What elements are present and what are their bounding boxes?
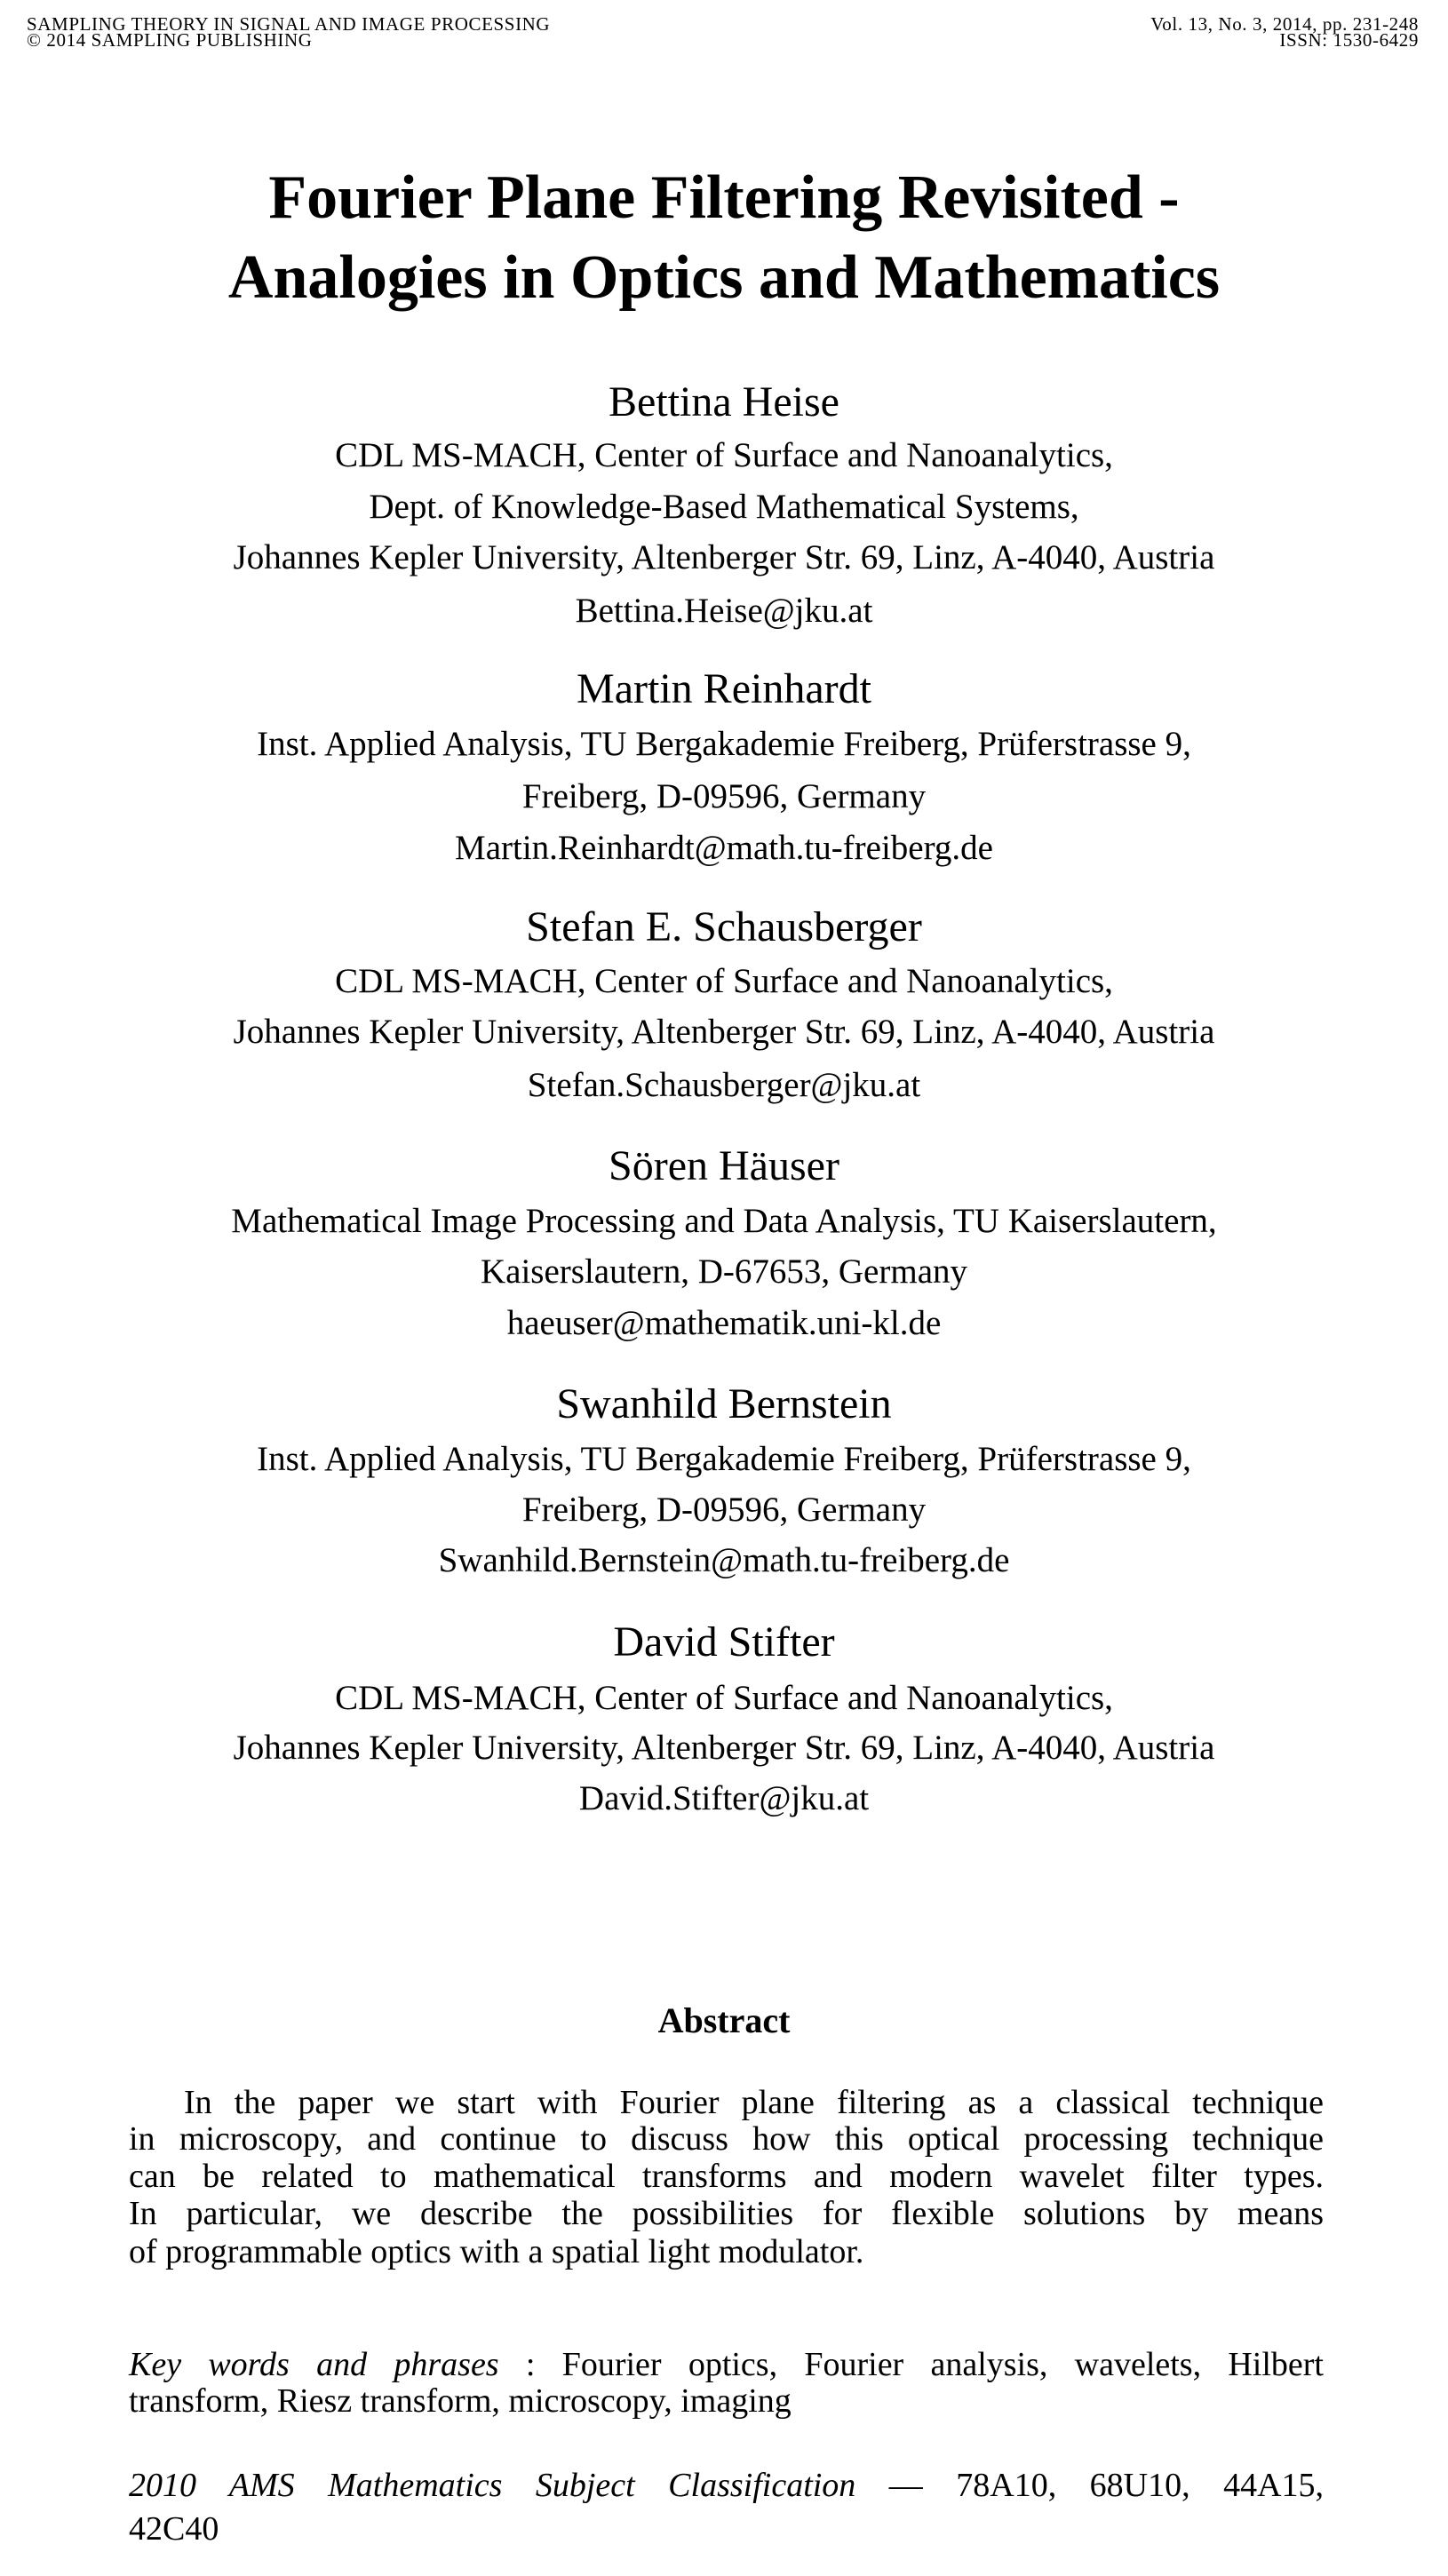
journal-name: SAMPLING THEORY IN SIGNAL AND IMAGE PROCESSING — [27, 13, 551, 35]
copyright-notice: © 2014 SAMPLING PUBLISHING — [27, 29, 313, 51]
keywords-line-1 — [129, 2348, 1324, 2381]
author-affiliation: CDL MS-MACH, Center of Surface and Nanoanalytics, — [335, 962, 1113, 1000]
author-affiliation: CDL MS-MACH, Center of Surface and Nanoanalytics, — [335, 436, 1113, 474]
author-name: Stefan E. Schausberger — [526, 903, 922, 950]
author-email[interactable]: Stefan.Schausberger@jku.at — [527, 1066, 921, 1104]
keywords-label: Key words and phrases — [129, 2346, 499, 2383]
abstract-line: of programmable optics with a spatial light modulator. — [129, 2233, 864, 2270]
author-email[interactable]: Martin.Reinhardt@math.tu-freiberg.de — [455, 829, 993, 867]
abstract-line: In the paper we start with Fourier plane filtering as a classical technique — [184, 2084, 1324, 2121]
msc-line-2: 42C40 — [129, 2510, 219, 2548]
author-affiliation: Johannes Kepler University, Altenberger Str. 69, Linz, A-4040, Austria — [233, 1013, 1215, 1051]
author-affiliation: Dept. of Knowledge-Based Mathematical Systems, — [369, 488, 1079, 526]
msc-codes: 78A10, 68U10, 44A15, — [956, 2467, 1325, 2504]
msc-label: 2010 AMS Mathematics Subject Classification — [129, 2467, 856, 2504]
volume-info: Vol. 13, No. 3, 2014, pp. 231-248 — [1150, 13, 1419, 35]
author-affiliation: Johannes Kepler University, Altenberger Str. 69, Linz, A-4040, Austria — [233, 538, 1215, 576]
author-name: Swanhild Bernstein — [556, 1380, 892, 1427]
author-affiliation: Inst. Applied Analysis, TU Bergakademie Freiberg, Prüferstrasse 9, — [257, 1440, 1191, 1478]
author-affiliation: CDL MS-MACH, Center of Surface and Nanoanalytics, — [335, 1679, 1113, 1717]
issn: ISSN: 1530-6429 — [1279, 29, 1419, 51]
author-affiliation: Inst. Applied Analysis, TU Bergakademie Freiberg, Prüferstrasse 9, — [257, 725, 1191, 763]
author-name: Bettina Heise — [609, 378, 839, 425]
author-name: Sören Häuser — [609, 1142, 839, 1189]
author-affiliation: Freiberg, D-09596, Germany — [521, 777, 927, 815]
author-name: Martin Reinhardt — [577, 665, 871, 712]
abstract-line: in microscopy, and continue to discuss how this optical processing technique — [129, 2120, 1324, 2158]
keywords-separator: : — [498, 2346, 562, 2383]
author-email[interactable]: Bettina.Heise@jku.at — [575, 592, 873, 630]
author-affiliation: Mathematical Image Processing and Data Analysis, TU Kaiserslautern, — [231, 1202, 1217, 1240]
author-name: David Stifter — [613, 1618, 835, 1666]
abstract-line: In particular, we describe the possibilities for flexible solutions by means — [129, 2195, 1324, 2232]
keywords-line-2: transform, Riesz transform, microscopy, imaging — [129, 2382, 792, 2420]
author-email[interactable]: Swanhild.Bernstein@math.tu-freiberg.de — [438, 1541, 1010, 1579]
abstract-line: can be related to mathematical transforms and modern wavelet filter types. — [129, 2158, 1324, 2195]
paper-title-line-2: Analogies in Optics and Mathematics — [227, 243, 1221, 312]
author-email[interactable]: haeuser@mathematik.uni-kl.de — [506, 1304, 942, 1342]
msc-line-1 — [129, 2469, 1324, 2502]
author-affiliation: Johannes Kepler University, Altenberger Str. 69, Linz, A-4040, Austria — [233, 1729, 1215, 1767]
author-affiliation: Kaiserslautern, D-67653, Germany — [481, 1252, 967, 1291]
author-affiliation: Freiberg, D-09596, Germany — [521, 1491, 927, 1529]
abstract-heading: Abstract — [657, 2000, 791, 2040]
paper-title-line-1: Fourier Plane Filtering Revisited - — [268, 163, 1180, 232]
keywords-values: Fourier optics, Fourier analysis, wavelets, Hilbert — [561, 2346, 1324, 2383]
author-email[interactable]: David.Stifter@jku.at — [578, 1779, 870, 1817]
msc-separator: — — [855, 2467, 957, 2504]
